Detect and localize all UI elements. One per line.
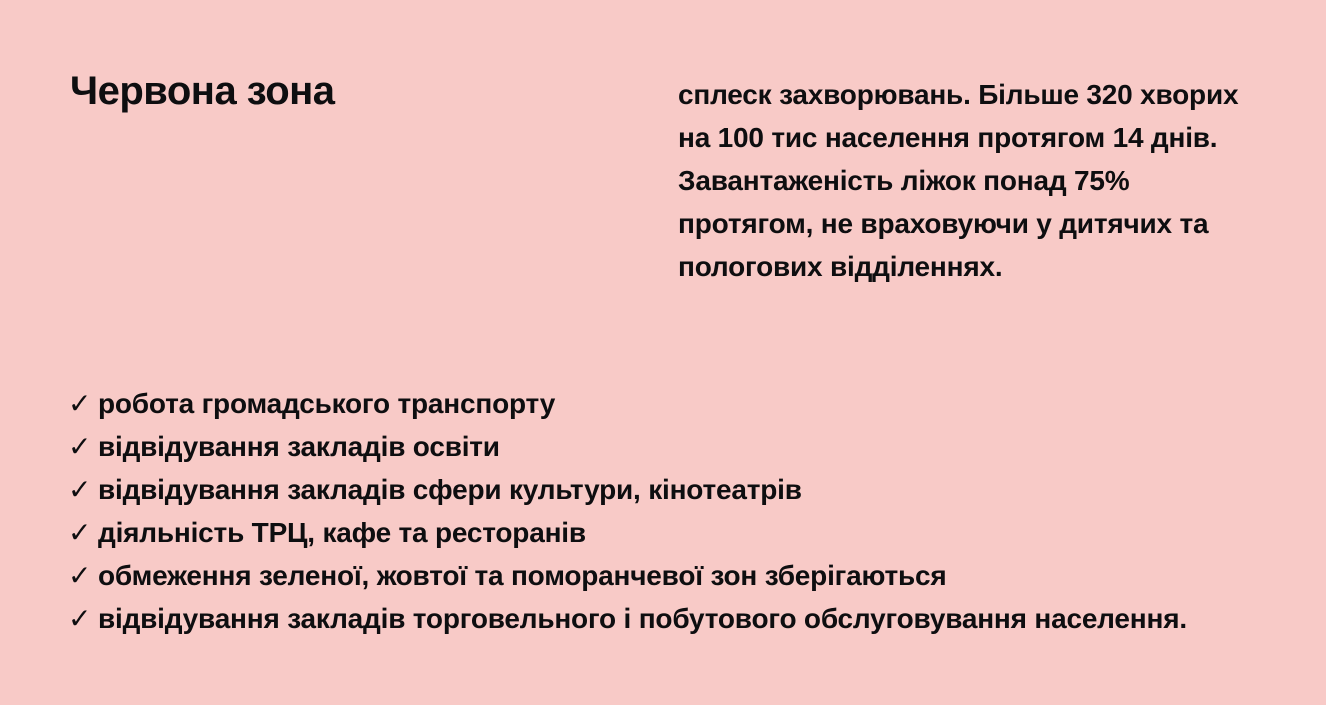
intro-line: сплеск захворювань. Більше 320 хворих [678, 79, 1239, 110]
checklist-item-label: робота громадського транспорту [98, 388, 556, 419]
check-mark-icon: ✓ [68, 517, 92, 548]
checklist-item [68, 511, 1187, 554]
check-mark-icon: ✓ [68, 474, 92, 505]
checklist-item-label: обмеження зеленої, жовтої та поморанчевої зон зберігаються [98, 560, 947, 591]
intro-paragraph [678, 73, 1238, 288]
check-mark-icon: ✓ [68, 388, 92, 419]
checklist-item-label: відвідування закладів торговельного і побутового обслуговування населення. [98, 603, 1187, 634]
restrictions-checklist [68, 382, 1187, 640]
check-mark-icon: ✓ [68, 603, 92, 634]
intro-line: на 100 тис населення протягом 14 днів. [678, 122, 1218, 153]
check-mark-icon: ✓ [68, 431, 92, 462]
checklist-item-label: діяльність ТРЦ, кафе та ресторанів [98, 517, 586, 548]
checklist-item [68, 468, 1187, 511]
check-mark-icon: ✓ [68, 560, 92, 591]
checklist-item [68, 425, 1187, 468]
checklist-item [68, 554, 1187, 597]
checklist-item [68, 597, 1187, 640]
checklist-item-label: відвідування закладів сфери культури, кінотеатрів [98, 474, 802, 505]
page-title: Червона зона [70, 69, 335, 113]
checklist-item [68, 382, 1187, 425]
intro-line: пологових відділеннях. [678, 251, 1003, 282]
intro-line: протягом, не враховуючи у дитячих та [678, 208, 1209, 239]
intro-line: Завантаженість ліжок понад 75% [678, 165, 1130, 196]
checklist-item-label: відвідування закладів освіти [98, 431, 500, 462]
